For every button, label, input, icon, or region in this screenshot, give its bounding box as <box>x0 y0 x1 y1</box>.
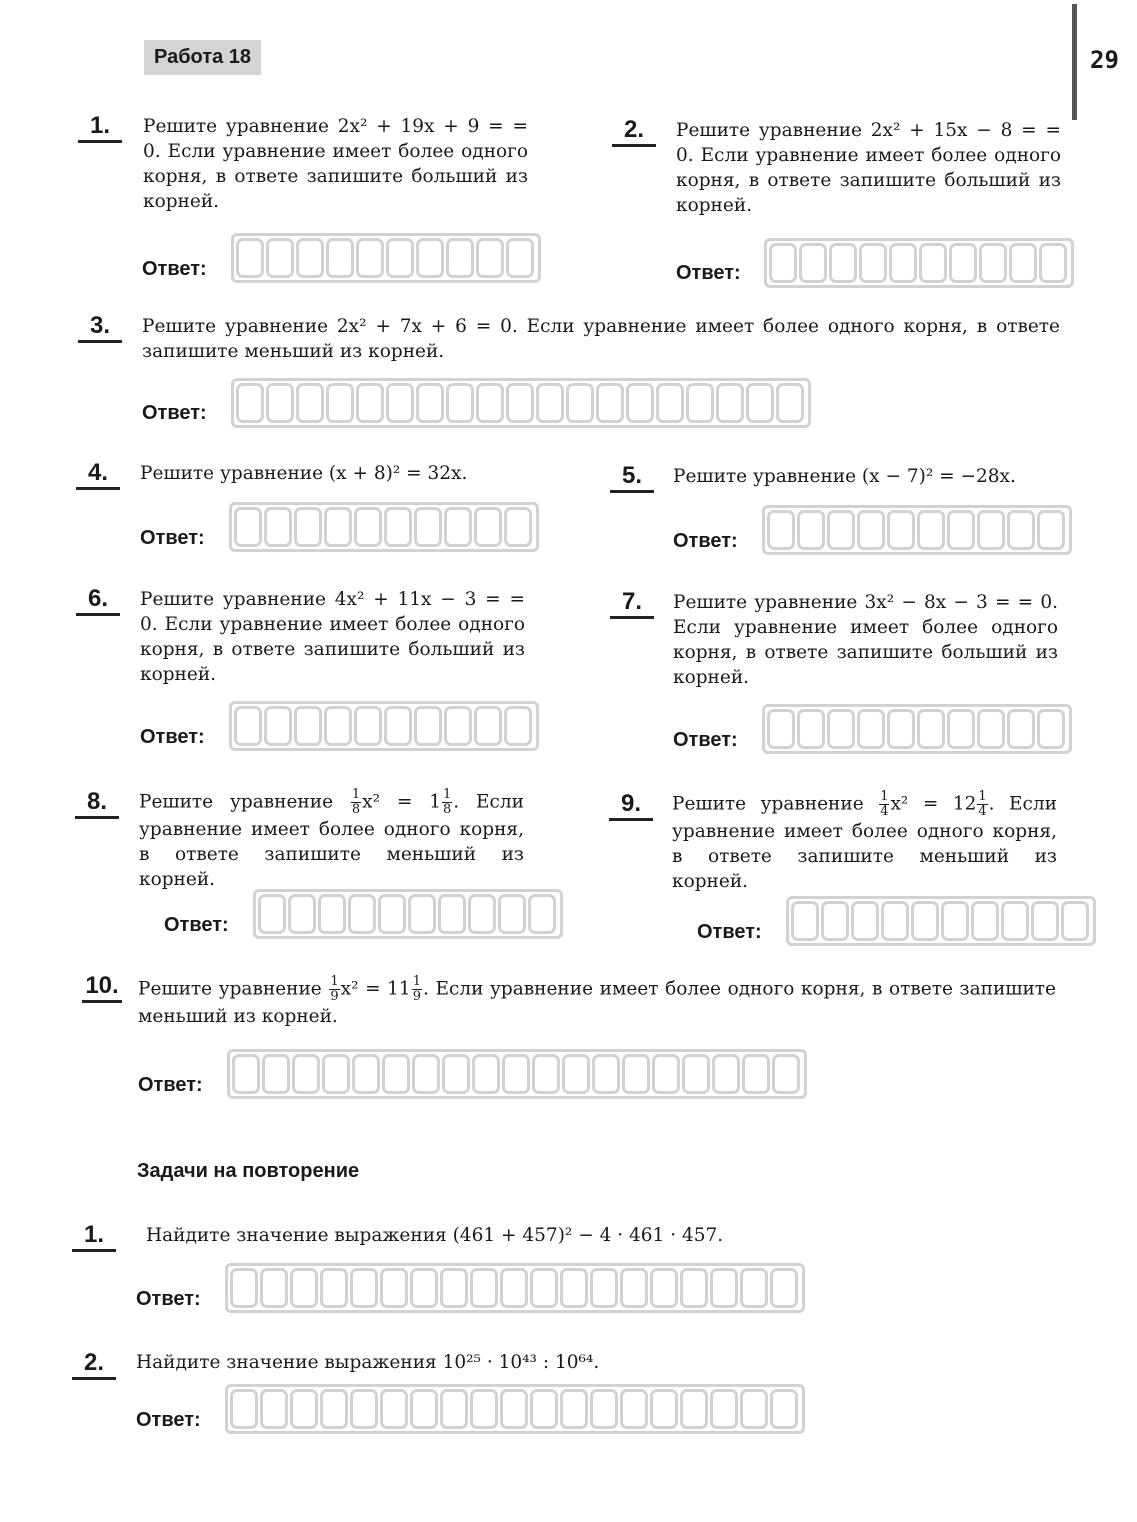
fraction-denominator: 4 <box>880 804 889 819</box>
answer-cell[interactable] <box>320 1389 348 1429</box>
task-10-post: . Если уравнение имеет более одного корня, в ответе запишите меньший из корней. <box>138 978 1056 1027</box>
answer-cell[interactable] <box>290 1268 318 1308</box>
answer-box-9[interactable] <box>786 896 1096 946</box>
answer-cell[interactable] <box>941 901 969 941</box>
review-section-title: Задачи на повторение <box>137 1160 360 1182</box>
answer-cell[interactable] <box>859 243 887 283</box>
answer-cell[interactable] <box>979 243 1007 283</box>
answer-cell[interactable] <box>680 1389 708 1429</box>
answer-cell[interactable] <box>504 706 532 746</box>
answer-cell[interactable] <box>348 894 376 934</box>
answer-cell[interactable] <box>799 243 827 283</box>
task-9-mid: x² = 12 <box>890 793 977 815</box>
task-10-pre: Решите уравнение <box>138 978 322 1000</box>
answer-cell[interactable] <box>791 901 819 941</box>
answer-cell[interactable] <box>620 1389 648 1429</box>
answer-cell[interactable] <box>474 706 502 746</box>
answer-cell[interactable] <box>446 238 474 278</box>
answer-cell[interactable] <box>530 1268 558 1308</box>
answer-cell[interactable] <box>829 243 857 283</box>
answer-cell[interactable] <box>416 383 444 423</box>
answer-box-7[interactable] <box>762 704 1072 754</box>
answer-cell[interactable] <box>356 383 384 423</box>
answer-cell[interactable] <box>776 383 804 423</box>
answer-cell[interactable] <box>382 1054 410 1094</box>
answer-cell[interactable] <box>530 1389 558 1429</box>
answer-cell[interactable] <box>770 1389 798 1429</box>
answer-cell[interactable] <box>536 383 564 423</box>
fraction-numerator: 1 <box>330 974 339 989</box>
answer-cell[interactable] <box>712 1054 740 1094</box>
answer-cell[interactable] <box>468 894 496 934</box>
answer-cell[interactable] <box>294 706 322 746</box>
answer-cell[interactable] <box>260 1268 288 1308</box>
answer-cell[interactable] <box>410 1268 438 1308</box>
answer-cell[interactable] <box>352 1054 380 1094</box>
answer-cell[interactable] <box>532 1054 560 1094</box>
answer-cell[interactable] <box>438 894 466 934</box>
answer-cell[interactable] <box>560 1268 588 1308</box>
task-2-number: 2. <box>612 116 656 147</box>
answer-cell[interactable] <box>444 507 472 547</box>
task-10-number: 10. <box>82 972 122 1003</box>
answer-cell[interactable] <box>1007 709 1035 749</box>
fraction <box>329 975 339 1004</box>
answer-cell[interactable] <box>590 1268 618 1308</box>
task-1-number: 1. <box>78 112 122 143</box>
answer-box-6[interactable] <box>229 701 539 751</box>
answer-cell[interactable] <box>470 1268 498 1308</box>
answer-cell[interactable] <box>740 1268 768 1308</box>
answer-cell[interactable] <box>851 901 879 941</box>
task-4-text: Решите уравнение (x + 8)² = 32x. <box>140 463 468 484</box>
fraction-numerator: 1 <box>412 974 421 989</box>
answer-cell[interactable] <box>476 383 504 423</box>
answer-label: Ответ: <box>676 262 741 284</box>
answer-cell[interactable] <box>949 243 977 283</box>
answer-cell[interactable] <box>919 243 947 283</box>
answer-label: Ответ: <box>138 1074 203 1096</box>
answer-cell[interactable] <box>324 706 352 746</box>
answer-cell[interactable] <box>797 510 825 550</box>
task-8-pre: Решите уравнение <box>139 791 334 813</box>
answer-cell[interactable] <box>296 383 324 423</box>
fraction-numerator: 1 <box>443 787 452 802</box>
answer-cell[interactable] <box>446 383 474 423</box>
task-6-number: 6. <box>76 585 120 616</box>
fraction-denominator: 8 <box>351 802 361 817</box>
answer-cell[interactable] <box>416 238 444 278</box>
answer-cell[interactable] <box>528 894 556 934</box>
answer-cell[interactable] <box>1037 510 1065 550</box>
answer-cell[interactable] <box>769 243 797 283</box>
answer-cell[interactable] <box>386 238 414 278</box>
answer-cell[interactable] <box>566 383 594 423</box>
answer-cell[interactable] <box>1031 901 1059 941</box>
answer-cell[interactable] <box>887 510 915 550</box>
answer-cell[interactable] <box>292 1054 320 1094</box>
answer-cell[interactable] <box>686 383 714 423</box>
answer-cell[interactable] <box>680 1268 708 1308</box>
answer-cell[interactable] <box>236 383 264 423</box>
answer-cell[interactable] <box>767 709 795 749</box>
task-6-text: Решите уравнение 4x² + 11x − 3 = = 0. Если уравнение имеет более одного корня, в ответе запишите больший из корней. <box>140 589 525 685</box>
answer-cell[interactable] <box>917 709 945 749</box>
task-9-number: 9. <box>609 790 653 821</box>
answer-cell[interactable] <box>596 383 624 423</box>
answer-cell[interactable] <box>234 507 262 547</box>
answer-cell[interactable] <box>772 1054 800 1094</box>
fraction <box>442 788 452 817</box>
answer-cell[interactable] <box>977 709 1005 749</box>
answer-cell[interactable] <box>380 1268 408 1308</box>
answer-cell[interactable] <box>326 383 354 423</box>
answer-cell[interactable] <box>324 507 352 547</box>
answer-cell[interactable] <box>322 1054 350 1094</box>
answer-cell[interactable] <box>258 894 286 934</box>
answer-cell[interactable] <box>716 383 744 423</box>
answer-cell[interactable] <box>622 1054 650 1094</box>
answer-box-8[interactable] <box>253 889 563 939</box>
answer-cell[interactable] <box>746 383 774 423</box>
answer-cell[interactable] <box>504 507 532 547</box>
answer-cell[interactable] <box>590 1389 618 1429</box>
answer-cell[interactable] <box>821 901 849 941</box>
answer-cell[interactable] <box>887 709 915 749</box>
answer-cell[interactable] <box>770 1268 798 1308</box>
answer-cell[interactable] <box>1037 709 1065 749</box>
answer-box-1[interactable] <box>231 233 541 283</box>
answer-cell[interactable] <box>1001 901 1029 941</box>
answer-cell[interactable] <box>354 507 382 547</box>
task-1-text: Решите уравнение 2x² + 19x + 9 = = 0. Если уравнение имеет более одного корня, в ответе запишите больший из корней. <box>143 116 528 212</box>
answer-label: Ответ: <box>136 1409 201 1431</box>
answer-cell[interactable] <box>656 383 684 423</box>
task-5-number: 5. <box>610 462 654 493</box>
answer-cell[interactable] <box>474 507 502 547</box>
page-number: 29 <box>1090 46 1119 74</box>
answer-cell[interactable] <box>857 709 885 749</box>
answer-cell[interactable] <box>288 894 316 934</box>
answer-cell[interactable] <box>767 510 795 550</box>
answer-cell[interactable] <box>827 709 855 749</box>
answer-cell[interactable] <box>414 507 442 547</box>
task-9-post: . Если уравнение имеет более одного корня, в ответе запишите меньший из корней. <box>672 793 1057 892</box>
answer-cell[interactable] <box>650 1268 678 1308</box>
answer-cell[interactable] <box>827 510 855 550</box>
answer-label: Ответ: <box>142 402 207 424</box>
answer-cell[interactable] <box>350 1389 378 1429</box>
answer-cell[interactable] <box>710 1268 738 1308</box>
answer-cell[interactable] <box>384 507 412 547</box>
task-10-text <box>138 975 1056 1029</box>
answer-cell[interactable] <box>440 1268 468 1308</box>
task-9-text <box>672 790 1057 894</box>
answer-cell[interactable] <box>971 901 999 941</box>
review-task-2-number: 2. <box>72 1349 116 1380</box>
answer-cell[interactable] <box>1039 243 1067 283</box>
fraction <box>412 975 422 1004</box>
answer-box-2[interactable] <box>764 238 1074 288</box>
answer-cell[interactable] <box>498 894 526 934</box>
task-8-mid: x² = 1 <box>362 791 442 813</box>
answer-cell[interactable] <box>318 894 346 934</box>
task-10-mid: x² = 11 <box>340 978 411 1000</box>
answer-cell[interactable] <box>354 706 382 746</box>
answer-cell[interactable] <box>266 238 294 278</box>
answer-box-5[interactable] <box>762 505 1072 555</box>
answer-cell[interactable] <box>442 1054 470 1094</box>
task-5-text: Решите уравнение (x − 7)² = −28x. <box>673 466 1016 487</box>
answer-label: Ответ: <box>136 1288 201 1310</box>
task-9-pre: Решите уравнение <box>672 793 864 815</box>
answer-cell[interactable] <box>560 1389 588 1429</box>
answer-label: Ответ: <box>142 258 207 280</box>
answer-cell[interactable] <box>380 1389 408 1429</box>
answer-cell[interactable] <box>444 706 472 746</box>
answer-box-10[interactable] <box>227 1049 807 1099</box>
answer-cell[interactable] <box>742 1054 770 1094</box>
answer-cell[interactable] <box>440 1389 468 1429</box>
answer-cell[interactable] <box>652 1054 680 1094</box>
answer-cell[interactable] <box>620 1268 648 1308</box>
task-8-text <box>139 788 524 892</box>
answer-cell[interactable] <box>911 901 939 941</box>
answer-cell[interactable] <box>264 507 292 547</box>
answer-cell[interactable] <box>414 706 442 746</box>
answer-cell[interactable] <box>378 894 406 934</box>
answer-cell[interactable] <box>320 1268 348 1308</box>
answer-cell[interactable] <box>977 510 1005 550</box>
fraction-numerator: 1 <box>978 789 987 804</box>
answer-box-review-2[interactable] <box>225 1384 805 1434</box>
answer-cell[interactable] <box>290 1389 318 1429</box>
answer-box-review-1[interactable] <box>225 1263 805 1313</box>
fraction-denominator: 8 <box>443 802 452 817</box>
task-8-number: 8. <box>75 788 119 819</box>
answer-cell[interactable] <box>326 238 354 278</box>
answer-cell[interactable] <box>947 709 975 749</box>
answer-cell[interactable] <box>260 1389 288 1429</box>
answer-cell[interactable] <box>506 238 534 278</box>
answer-cell[interactable] <box>296 238 324 278</box>
answer-cell[interactable] <box>476 238 504 278</box>
answer-cell[interactable] <box>230 1268 258 1308</box>
answer-label: Ответ: <box>673 729 738 751</box>
page-edge-bar <box>1072 4 1077 120</box>
answer-cell[interactable] <box>650 1389 678 1429</box>
task-7-text: Решите уравнение 3x² − 8x − 3 = = 0. Если уравнение имеет более одного корня, в ответе запишите больший из корней. <box>673 592 1058 688</box>
fraction-numerator: 1 <box>880 789 889 804</box>
answer-cell[interactable] <box>947 510 975 550</box>
fraction-denominator: 9 <box>330 989 339 1004</box>
review-task-2-text: Найдите значение выражения 10²⁵ · 10⁴³ : 10⁶⁴. <box>136 1352 600 1373</box>
answer-cell[interactable] <box>386 383 414 423</box>
answer-cell[interactable] <box>472 1054 500 1094</box>
answer-cell[interactable] <box>626 383 654 423</box>
answer-cell[interactable] <box>881 901 909 941</box>
answer-cell[interactable] <box>266 383 294 423</box>
answer-cell[interactable] <box>410 1389 438 1429</box>
answer-cell[interactable] <box>1061 901 1089 941</box>
fraction <box>879 790 889 819</box>
task-2-text: Решите уравнение 2x² + 15x − 8 = = 0. Если уравнение имеет более одного корня, в ответе запишите больший из корней. <box>676 120 1061 216</box>
task-3-text: Решите уравнение 2x² + 7x + 6 = 0. Если уравнение имеет более одного корня, в ответе запишите меньший из корней. <box>142 316 1060 362</box>
fraction-denominator: 9 <box>412 989 421 1004</box>
answer-cell[interactable] <box>234 706 262 746</box>
fraction-numerator: 1 <box>351 787 361 802</box>
page-title: Работа 18 <box>144 40 261 75</box>
fraction-denominator: 4 <box>978 804 987 819</box>
answer-label: Ответ: <box>140 527 205 549</box>
answer-cell[interactable] <box>232 1054 260 1094</box>
answer-cell[interactable] <box>857 510 885 550</box>
answer-box-3[interactable] <box>231 378 811 428</box>
answer-cell[interactable] <box>262 1054 290 1094</box>
answer-label: Ответ: <box>140 726 205 748</box>
answer-label: Ответ: <box>697 921 762 943</box>
fraction <box>977 790 987 819</box>
answer-cell[interactable] <box>917 510 945 550</box>
answer-cell[interactable] <box>230 1389 258 1429</box>
answer-cell[interactable] <box>506 383 534 423</box>
answer-cell[interactable] <box>384 706 412 746</box>
answer-box-4[interactable] <box>229 502 539 552</box>
answer-label: Ответ: <box>164 914 229 936</box>
answer-cell[interactable] <box>294 507 322 547</box>
answer-cell[interactable] <box>236 238 264 278</box>
answer-cell[interactable] <box>350 1268 378 1308</box>
answer-cell[interactable] <box>502 1054 530 1094</box>
answer-cell[interactable] <box>500 1268 528 1308</box>
answer-label: Ответ: <box>673 530 738 552</box>
answer-cell[interactable] <box>264 706 292 746</box>
answer-cell[interactable] <box>682 1054 710 1094</box>
fraction <box>351 788 361 817</box>
review-task-1-number: 1. <box>72 1221 116 1252</box>
answer-cell[interactable] <box>412 1054 440 1094</box>
task-8-post: . Если уравнение имеет более одного корня, в ответе запишите меньший из корней. <box>139 791 524 890</box>
answer-cell[interactable] <box>889 243 917 283</box>
answer-cell[interactable] <box>408 894 436 934</box>
task-4-number: 4. <box>76 459 120 490</box>
answer-cell[interactable] <box>562 1054 590 1094</box>
answer-cell[interactable] <box>592 1054 620 1094</box>
answer-cell[interactable] <box>1009 243 1037 283</box>
answer-cell[interactable] <box>710 1389 738 1429</box>
task-7-number: 7. <box>610 588 654 619</box>
answer-cell[interactable] <box>740 1389 768 1429</box>
answer-cell[interactable] <box>797 709 825 749</box>
answer-cell[interactable] <box>470 1389 498 1429</box>
review-task-1-text: Найдите значение выражения (461 + 457)² − 4 · 461 · 457. <box>146 1225 724 1246</box>
task-3-number: 3. <box>78 312 122 343</box>
answer-cell[interactable] <box>356 238 384 278</box>
answer-cell[interactable] <box>500 1389 528 1429</box>
answer-cell[interactable] <box>1007 510 1035 550</box>
